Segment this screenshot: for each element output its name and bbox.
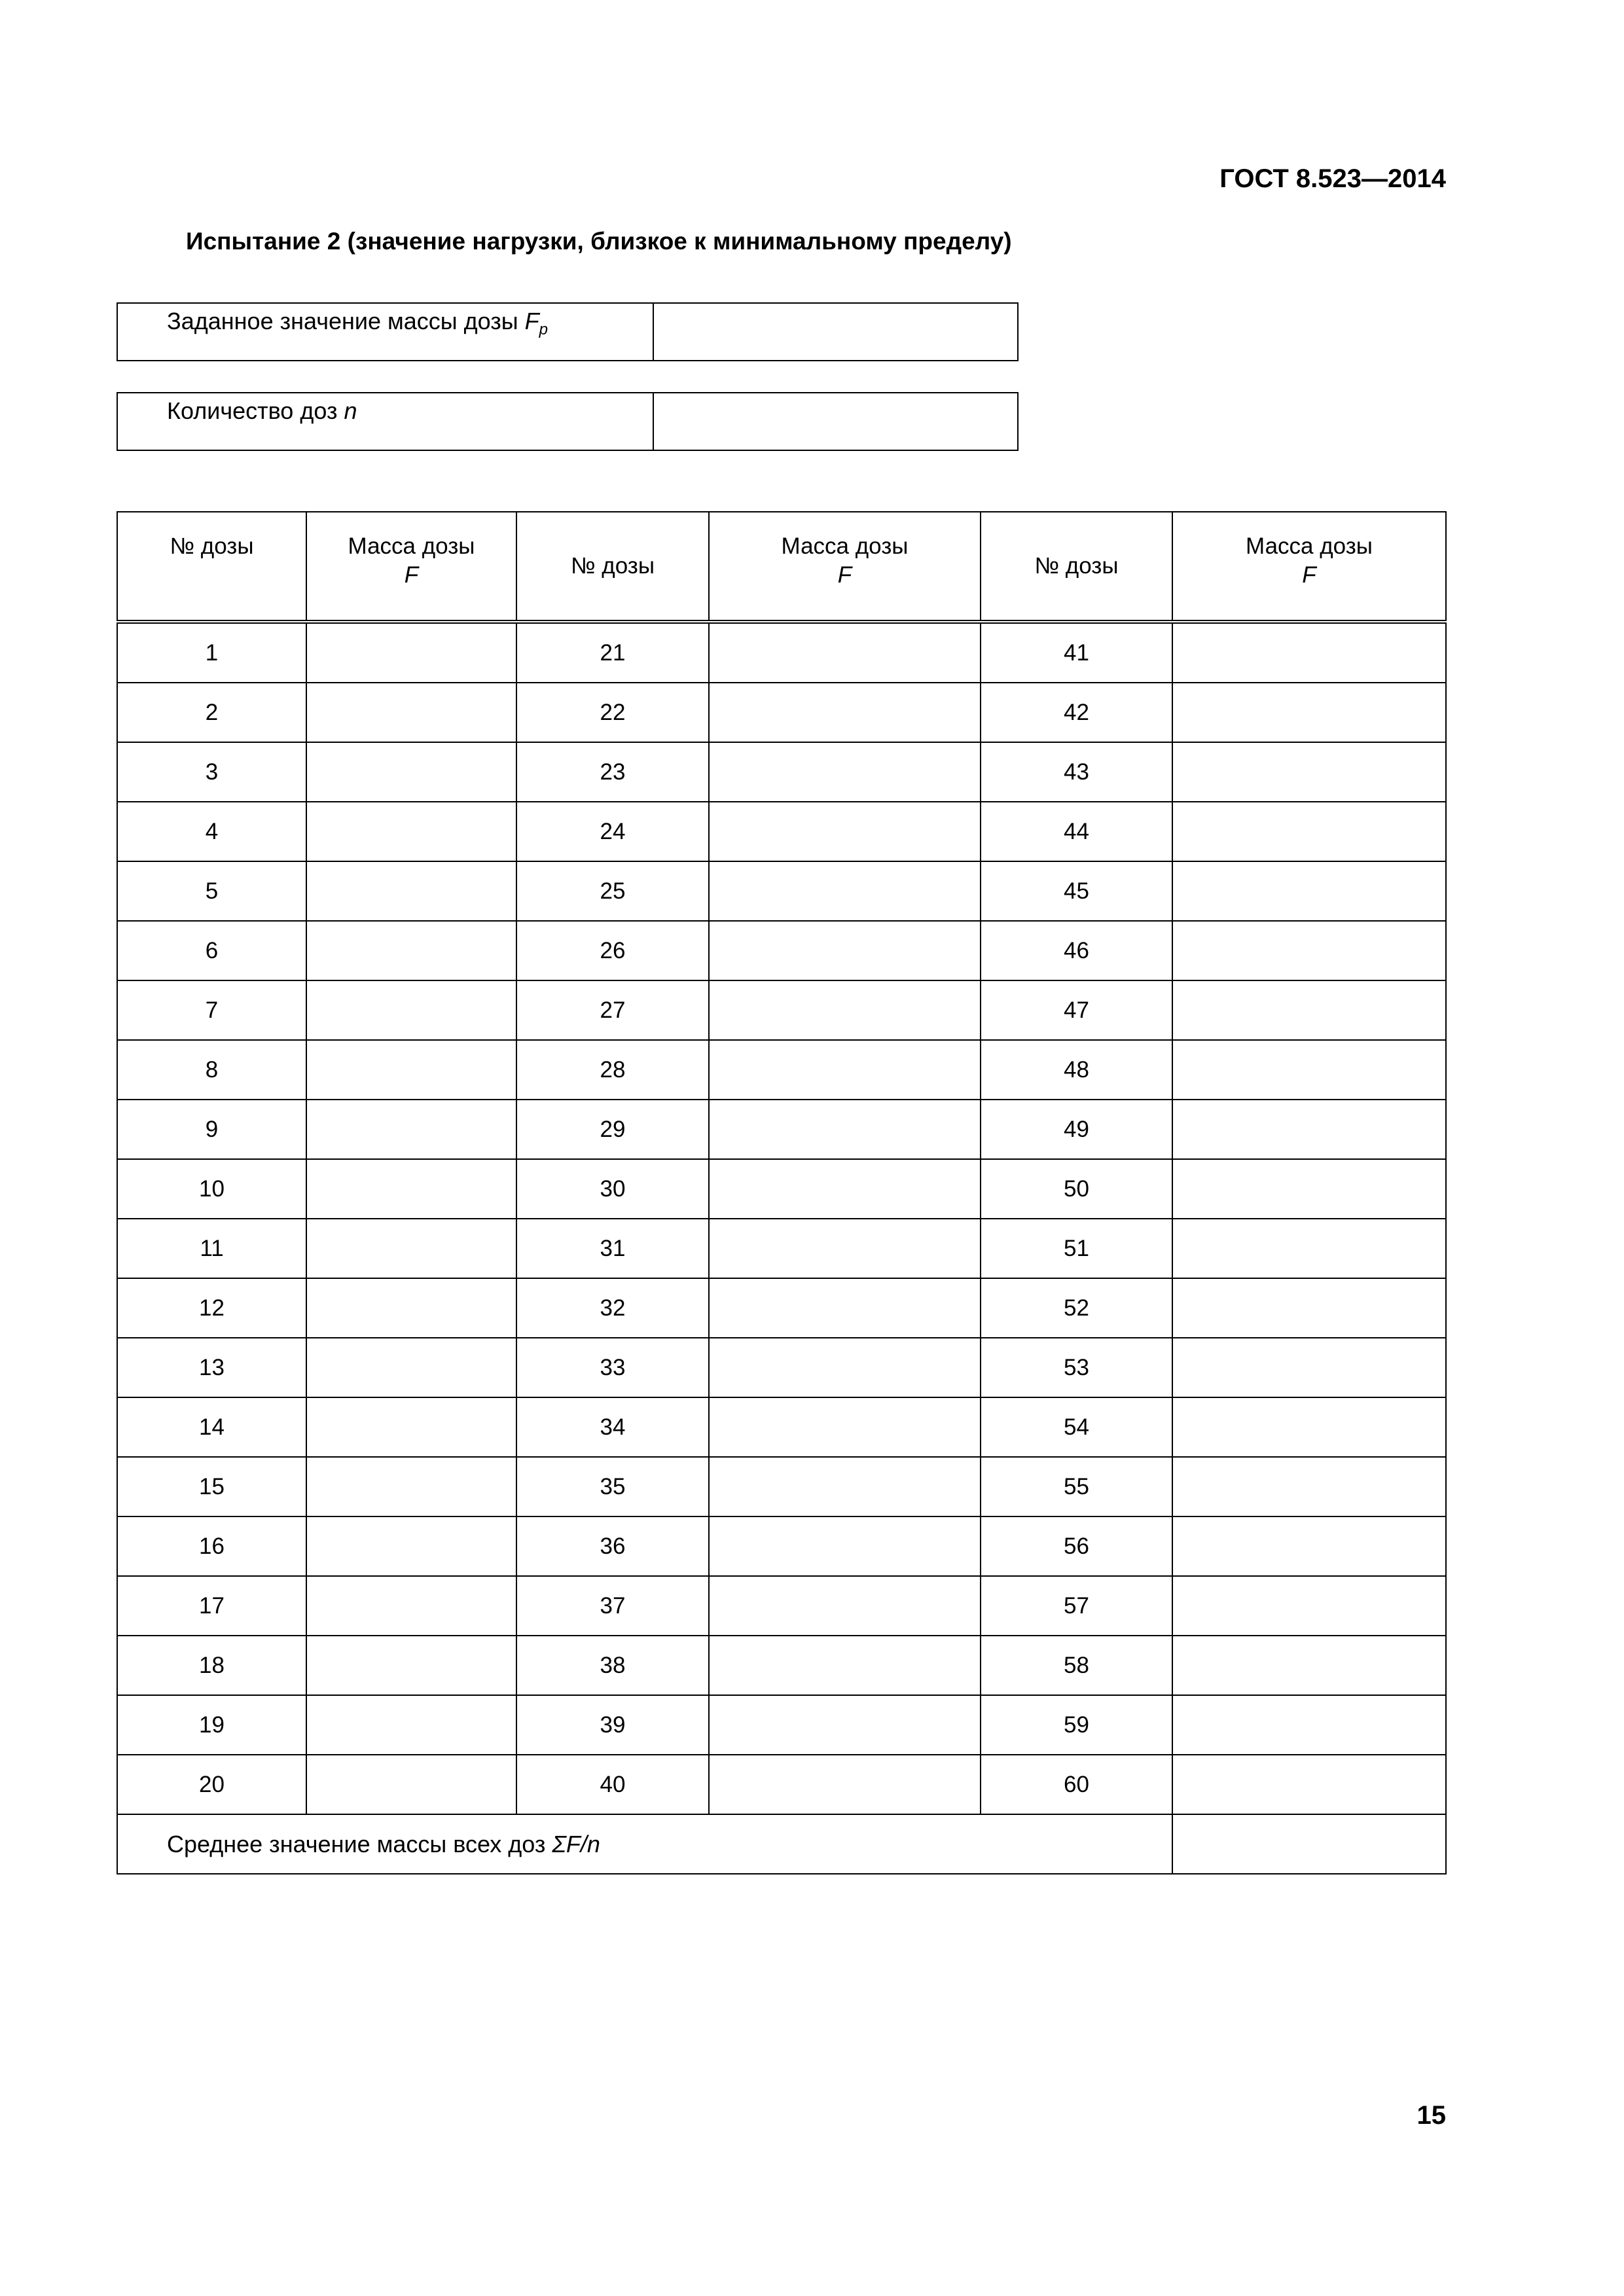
dose-mass-cell[interactable] <box>709 742 981 802</box>
dose-mass-cell[interactable] <box>1172 1516 1446 1576</box>
dose-number-cell: 46 <box>981 921 1172 980</box>
dose-mass-cell[interactable] <box>306 1755 516 1814</box>
dose-number-cell: 59 <box>981 1695 1172 1755</box>
dose-mass-cell[interactable] <box>709 1338 981 1397</box>
dose-number-cell: 8 <box>117 1040 306 1100</box>
dose-mass-cell[interactable] <box>1172 1755 1446 1814</box>
dose-number-cell: 38 <box>516 1636 709 1695</box>
dose-number-cell: 60 <box>981 1755 1172 1814</box>
dose-number-cell: 37 <box>516 1576 709 1636</box>
dose-number-cell: 32 <box>516 1278 709 1338</box>
dose-mass-cell[interactable] <box>306 683 516 742</box>
dose-mass-cell[interactable] <box>306 1576 516 1636</box>
dose-number-cell: 13 <box>117 1338 306 1397</box>
dose-count-label: Количество доз n <box>117 393 653 450</box>
dose-number-cell: 51 <box>981 1219 1172 1278</box>
table-row <box>117 861 1446 921</box>
dose-mass-log-table <box>117 511 1447 1874</box>
table-row <box>117 1695 1446 1755</box>
dose-mass-cell[interactable] <box>709 1278 981 1338</box>
dose-mass-cell[interactable] <box>1172 802 1446 861</box>
dose-number-cell: 40 <box>516 1755 709 1814</box>
dose-count-symbol: n <box>344 397 357 424</box>
dose-number-cell: 53 <box>981 1338 1172 1397</box>
average-formula: ΣF/n <box>552 1830 600 1857</box>
dose-mass-cell[interactable] <box>306 1040 516 1100</box>
header-dose-number-3: № дозы <box>981 512 1172 622</box>
table-row <box>117 1040 1446 1100</box>
dose-mass-cell[interactable] <box>306 1516 516 1576</box>
dose-mass-cell[interactable] <box>306 802 516 861</box>
dose-mass-cell[interactable] <box>1172 1219 1446 1278</box>
dose-mass-cell[interactable] <box>709 861 981 921</box>
average-row <box>117 1814 1446 1874</box>
dose-mass-cell[interactable] <box>1172 1159 1446 1219</box>
dose-mass-cell[interactable] <box>306 921 516 980</box>
dose-number-cell: 55 <box>981 1457 1172 1516</box>
dose-mass-value-cell[interactable] <box>653 303 1018 361</box>
dose-number-cell: 58 <box>981 1636 1172 1695</box>
dose-number-cell: 23 <box>516 742 709 802</box>
dose-number-cell: 29 <box>516 1100 709 1159</box>
dose-number-cell: 56 <box>981 1516 1172 1576</box>
dose-number-cell: 21 <box>516 622 709 683</box>
dose-number-cell: 6 <box>117 921 306 980</box>
dose-mass-cell[interactable] <box>709 1397 981 1457</box>
dose-mass-cell[interactable] <box>306 1695 516 1755</box>
table-row <box>117 1636 1446 1695</box>
table-row <box>117 1278 1446 1338</box>
dose-mass-cell[interactable] <box>306 1457 516 1516</box>
dose-number-cell: 2 <box>117 683 306 742</box>
dose-mass-cell[interactable] <box>1172 1100 1446 1159</box>
table-row <box>117 622 1446 683</box>
dose-number-cell: 47 <box>981 980 1172 1040</box>
dose-number-cell: 10 <box>117 1159 306 1219</box>
dose-mass-cell[interactable] <box>709 1159 981 1219</box>
dose-number-cell: 26 <box>516 921 709 980</box>
dose-mass-cell[interactable] <box>709 1695 981 1755</box>
dose-number-cell: 49 <box>981 1100 1172 1159</box>
dose-count-table <box>117 392 1019 451</box>
dose-mass-cell[interactable] <box>306 622 516 683</box>
test-heading: Испытание 2 (значение нагрузки, близкое к минимальному пределу) <box>186 228 1012 255</box>
dose-mass-cell[interactable] <box>709 921 981 980</box>
dose-number-cell: 54 <box>981 1397 1172 1457</box>
dose-number-cell: 43 <box>981 742 1172 802</box>
dose-mass-cell[interactable] <box>306 1278 516 1338</box>
dose-mass-cell[interactable] <box>709 1636 981 1695</box>
dose-number-cell: 36 <box>516 1516 709 1576</box>
dose-mass-cell[interactable] <box>709 622 981 683</box>
table-row <box>117 1576 1446 1636</box>
header-dose-mass-1: Масса дозы F <box>306 512 516 622</box>
dose-mass-cell[interactable] <box>709 1576 981 1636</box>
dose-mass-cell[interactable] <box>1172 622 1446 683</box>
dose-mass-cell[interactable] <box>306 1636 516 1695</box>
dose-number-cell: 9 <box>117 1100 306 1159</box>
dose-mass-cell[interactable] <box>709 1755 981 1814</box>
table-row <box>117 1338 1446 1397</box>
page-number: 15 <box>1416 2101 1446 2130</box>
dose-number-cell: 27 <box>516 980 709 1040</box>
dose-number-cell: 50 <box>981 1159 1172 1219</box>
table-row <box>117 1100 1446 1159</box>
dose-count-value-cell[interactable] <box>653 393 1018 450</box>
table-row <box>117 1516 1446 1576</box>
dose-number-cell: 1 <box>117 622 306 683</box>
dose-mass-cell[interactable] <box>1172 1457 1446 1516</box>
dose-mass-cell[interactable] <box>709 1040 981 1100</box>
dose-number-cell: 39 <box>516 1695 709 1755</box>
dose-mass-cell[interactable] <box>306 861 516 921</box>
header-dose-number-2: № дозы <box>516 512 709 622</box>
dose-mass-cell[interactable] <box>1172 861 1446 921</box>
dose-mass-cell[interactable] <box>306 1338 516 1397</box>
dose-number-cell: 24 <box>516 802 709 861</box>
dose-mass-cell[interactable] <box>1172 742 1446 802</box>
dose-mass-cell[interactable] <box>1172 1278 1446 1338</box>
dose-number-cell: 3 <box>117 742 306 802</box>
dose-mass-cell[interactable] <box>1172 1695 1446 1755</box>
dose-number-cell: 14 <box>117 1397 306 1457</box>
table-row <box>117 1397 1446 1457</box>
dose-number-cell: 28 <box>516 1040 709 1100</box>
dose-number-cell: 5 <box>117 861 306 921</box>
dose-mass-cell[interactable] <box>1172 921 1446 980</box>
dose-mass-cell[interactable] <box>306 742 516 802</box>
header-dose-mass-2: Масса дозы F <box>709 512 981 622</box>
dose-number-cell: 19 <box>117 1695 306 1755</box>
dose-number-cell: 33 <box>516 1338 709 1397</box>
table-row <box>117 980 1446 1040</box>
dose-mass-cell[interactable] <box>306 980 516 1040</box>
dose-mass-cell[interactable] <box>306 1397 516 1457</box>
document-standard-number: ГОСТ 8.523—2014 <box>1219 164 1446 193</box>
average-label: Среднее значение массы всех доз ΣF/n <box>117 1814 1172 1874</box>
dose-mass-cell[interactable] <box>709 802 981 861</box>
table-row <box>117 1457 1446 1516</box>
dose-mass-cell[interactable] <box>1172 1576 1446 1636</box>
dose-number-cell: 18 <box>117 1636 306 1695</box>
table-row <box>117 1755 1446 1814</box>
dose-number-cell: 7 <box>117 980 306 1040</box>
dose-number-cell: 44 <box>981 802 1172 861</box>
header-dose-mass-3: Масса дозы F <box>1172 512 1446 622</box>
dose-number-cell: 15 <box>117 1457 306 1516</box>
dose-mass-cell[interactable] <box>306 1100 516 1159</box>
dose-mass-cell[interactable] <box>709 1516 981 1576</box>
dose-number-cell: 22 <box>516 683 709 742</box>
dose-number-cell: 35 <box>516 1457 709 1516</box>
dose-number-cell: 31 <box>516 1219 709 1278</box>
header-dose-number-1: № дозы <box>117 512 306 622</box>
dose-number-cell: 25 <box>516 861 709 921</box>
dose-number-cell: 11 <box>117 1219 306 1278</box>
dose-number-cell: 17 <box>117 1576 306 1636</box>
dose-mass-cell[interactable] <box>1172 1338 1446 1397</box>
dose-mass-subscript: p <box>539 321 549 339</box>
dose-mass-cell[interactable] <box>709 683 981 742</box>
table-row <box>117 683 1446 742</box>
table-row <box>117 921 1446 980</box>
dose-number-cell: 16 <box>117 1516 306 1576</box>
dose-number-cell: 48 <box>981 1040 1172 1100</box>
dose-mass-cell[interactable] <box>1172 1397 1446 1457</box>
table-row <box>117 1159 1446 1219</box>
dose-number-cell: 52 <box>981 1278 1172 1338</box>
dose-mass-cell[interactable] <box>306 1219 516 1278</box>
dose-number-cell: 41 <box>981 622 1172 683</box>
table-row <box>117 802 1446 861</box>
dose-number-cell: 20 <box>117 1755 306 1814</box>
dose-mass-cell[interactable] <box>709 1219 981 1278</box>
dose-mass-cell[interactable] <box>306 1159 516 1219</box>
dose-mass-label: Заданное значение массы дозы $F_p$ <box>117 303 653 361</box>
dose-number-cell: 30 <box>516 1159 709 1219</box>
dose-number-cell: 34 <box>516 1397 709 1457</box>
table-row <box>117 742 1446 802</box>
dose-mass-table <box>117 302 1019 361</box>
dose-number-cell: 57 <box>981 1576 1172 1636</box>
average-value-cell[interactable] <box>1172 1814 1446 1874</box>
dose-mass-cell[interactable] <box>1172 1040 1446 1100</box>
dose-mass-cell[interactable] <box>1172 1636 1446 1695</box>
table-header-row <box>117 512 1446 622</box>
dose-mass-cell[interactable] <box>709 1457 981 1516</box>
dose-number-cell: 45 <box>981 861 1172 921</box>
dose-mass-cell[interactable] <box>709 1100 981 1159</box>
dose-mass-symbol: F <box>524 308 539 334</box>
dose-mass-cell[interactable] <box>1172 683 1446 742</box>
table-row <box>117 1219 1446 1278</box>
dose-mass-cell[interactable] <box>1172 980 1446 1040</box>
dose-number-cell: 42 <box>981 683 1172 742</box>
dose-number-cell: 4 <box>117 802 306 861</box>
dose-number-cell: 12 <box>117 1278 306 1338</box>
dose-mass-cell[interactable] <box>709 980 981 1040</box>
